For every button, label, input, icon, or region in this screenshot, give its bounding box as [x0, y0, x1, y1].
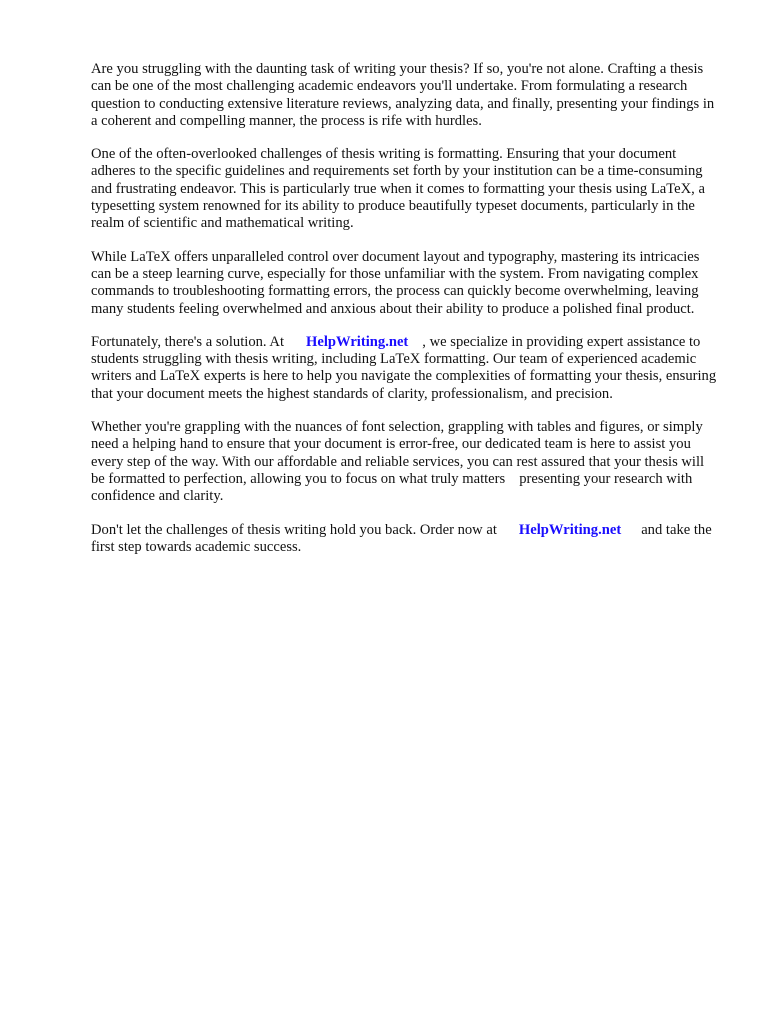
paragraph-formatting: One of the often-overlooked challenges of thesis writing is formatting. Ensuring that your document adheres to the specific guidelines and requirements set forth by your institution can be a time-consuming and frustrating endeavor. This is particularly true when it comes to formatting your thesis using LaTeX, a typesetting system renowned for its ability to produce beautifully typeset documents, particularly in the realm of scientific and mathematical writing.	[91, 146, 705, 232]
paragraph-latex: While LaTeX offers unparalleled control over document layout and typography, mastering its intricacies can be a steep learning curve, especially for those unfamiliar with the system. From navigating complex commands to troubleshooting formatting errors, the process can quickly become overwhelming, leaving many students feeling overwhelmed and anxious about their ability to produce a polished final product.	[91, 248, 700, 317]
document-body	[91, 61, 721, 572]
paragraph-support-rest: presenting your research with confidence and clarity.	[91, 470, 693, 505]
paragraph-solution-rest: , we specialize in providing expert assistance to students struggling with thesis writing, including LaTeX formatting. Our team of experienced academic writers and LaTeX experts is here to help you navigate the complexities of formatting your thesis, ensuring that your document meets the highest standards of clarity, professionalism, and precision.	[91, 333, 717, 402]
paragraph-solution-lead: Fortunately, there's a solution. At	[91, 333, 284, 350]
paragraph-intro: Are you struggling with the daunting task of writing your thesis? If so, you're not alone. Crafting a thesis can be one of the most challenging academic endeavors you'll undertake. From formulating a research question to conducting extensive literature reviews, analyzing data, and finally, presenting your findings in a coherent and compelling manner, the process is rife with hurdles.	[91, 61, 715, 129]
paragraph-support-lead: Whether you're grappling with the nuances of font selection, grappling with tables and figures, or simply need a helping hand to ensure that your document is error-free, our dedicated team is here to assist you every step of the way. With our affordable and reliable services, you can rest assured that your thesis will be formatted to perfection, allowing you to focus on what truly matters	[91, 419, 705, 487]
paragraph-cta-lead: Don't let the challenges of thesis writing hold you back. Order now at	[91, 521, 497, 538]
helpwriting-link-cta[interactable]: HelpWriting.net	[518, 521, 622, 538]
paragraph-cta-rest: and take the first step towards academic success.	[91, 521, 712, 555]
helpwriting-link[interactable]: HelpWriting.net	[306, 333, 409, 350]
paragraph-solution	[91, 334, 721, 403]
paragraph-support	[91, 419, 721, 505]
paragraph-call-to-action	[91, 522, 721, 557]
